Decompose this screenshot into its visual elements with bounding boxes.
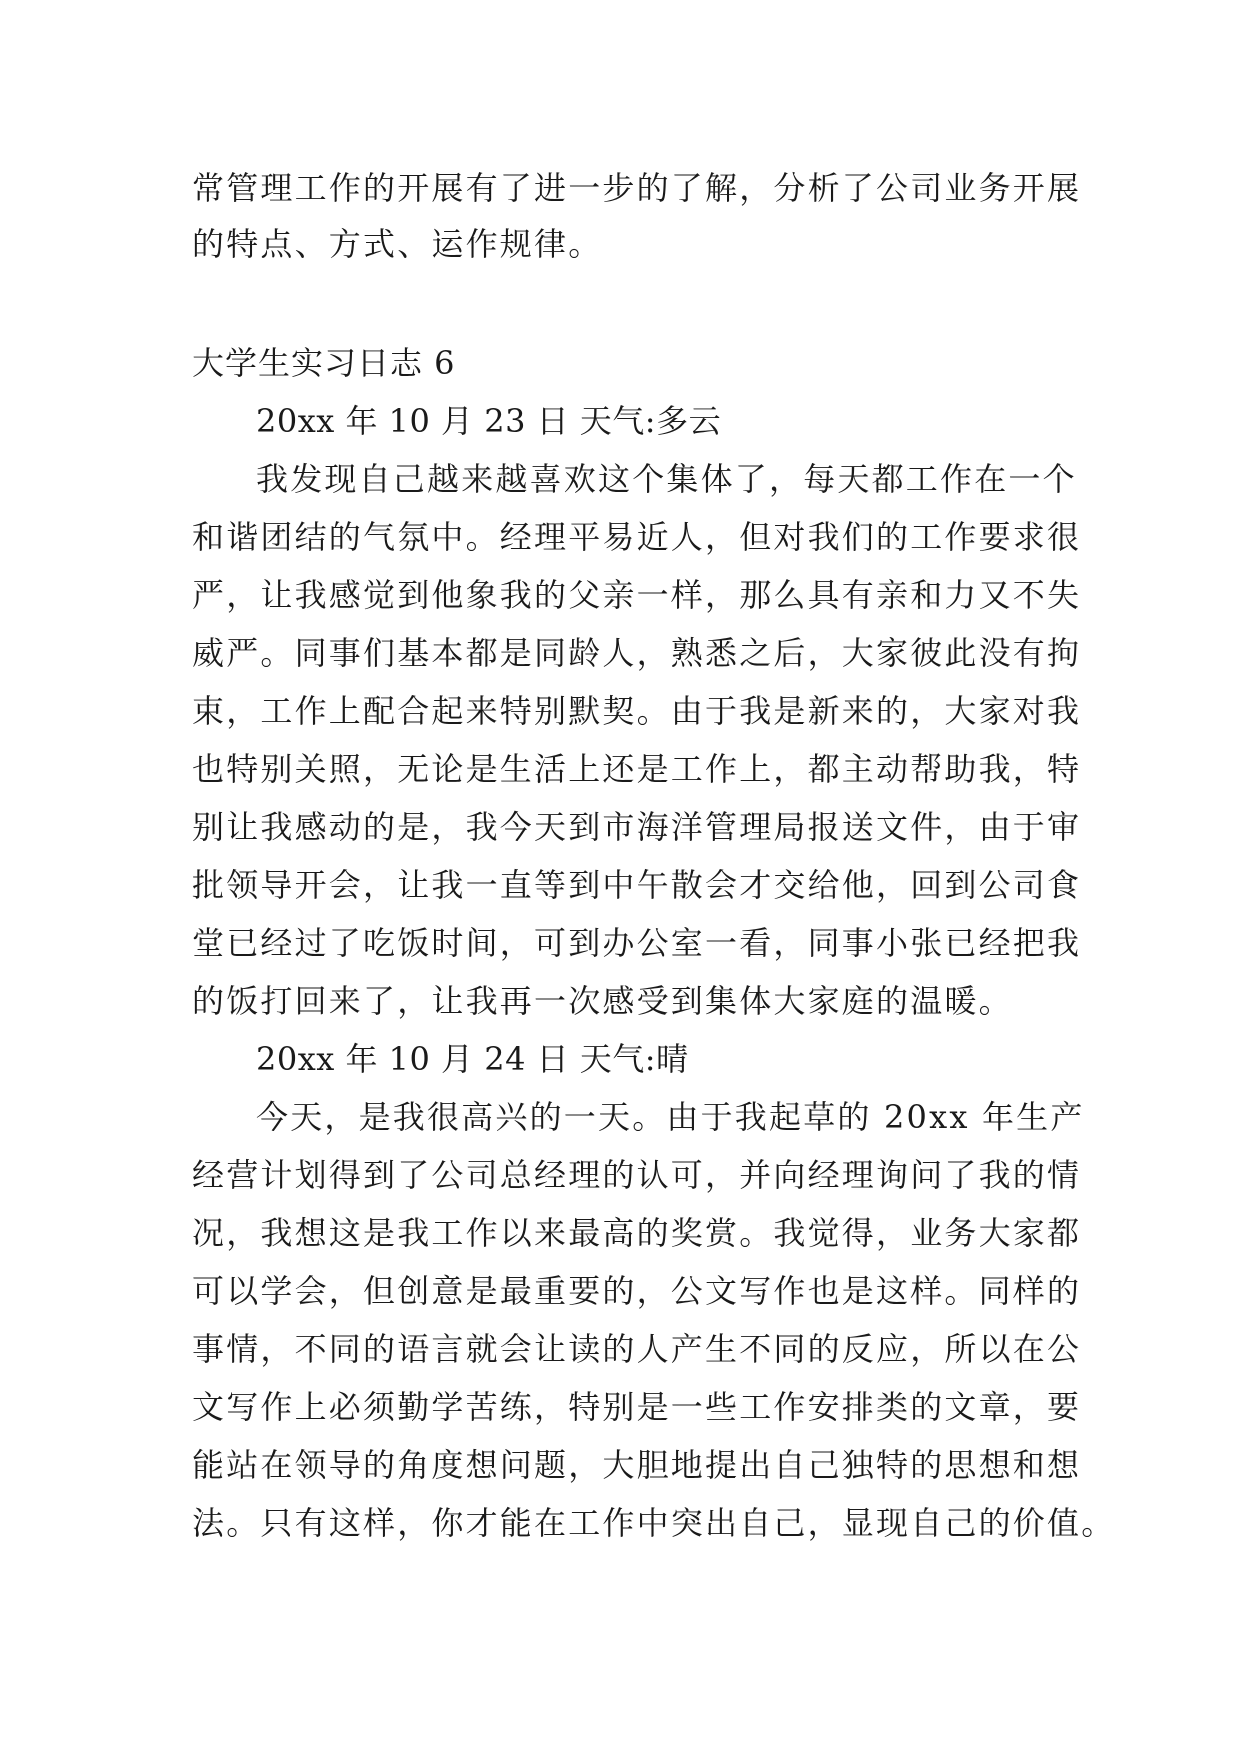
text-line: 批领导开会，让我一直等到中午散会才交给他，回到公司食 xyxy=(192,866,1082,904)
entry-date: 20xx 年 10 月 24 日 天气:晴 xyxy=(256,1040,689,1078)
text-line: 的饭打回来了，让我再一次感受到集体大家庭的温暖。 xyxy=(192,982,1013,1020)
text-line: 文写作上必须勤学苦练，特别是一些工作安排类的文章，要 xyxy=(192,1388,1082,1426)
text-line: 束，工作上配合起来特别默契。由于我是新来的，大家对我 xyxy=(192,692,1082,730)
text-line: 今天，是我很高兴的一天。由于我起草的 20xx 年生产 xyxy=(256,1098,1085,1136)
text-line: 经营计划得到了公司总经理的认可，并向经理询问了我的情 xyxy=(192,1156,1082,1194)
text-line: 的特点、方式、运作规律。 xyxy=(192,225,603,263)
text-line: 别让我感动的是，我今天到市海洋管理局报送文件，由于审 xyxy=(192,808,1082,846)
text-line: 况，我想这是我工作以来最高的奖赏。我觉得，业务大家都 xyxy=(192,1214,1082,1252)
text-line: 严，让我感觉到他象我的父亲一样，那么具有亲和力又不失 xyxy=(192,576,1082,614)
text-line: 法。只有这样，你才能在工作中突出自己，显现自己的价值。 xyxy=(192,1504,1116,1542)
section-title: 大学生实习日志 6 xyxy=(192,344,456,382)
text-line: 威严。同事们基本都是同龄人，熟悉之后，大家彼此没有拘 xyxy=(192,634,1082,672)
text-line: 常管理工作的开展有了进一步的了解，分析了公司业务开展 xyxy=(192,169,1082,207)
text-line: 可以学会，但创意是最重要的，公文写作也是这样。同样的 xyxy=(192,1272,1082,1310)
text-line: 能站在领导的角度想问题，大胆地提出自己独特的思想和想 xyxy=(192,1446,1082,1484)
entry-date: 20xx 年 10 月 23 日 天气:多云 xyxy=(256,402,722,440)
text-line: 和谐团结的气氛中。经理平易近人，但对我们的工作要求很 xyxy=(192,518,1082,556)
text-line: 堂已经过了吃饭时间，可到办公室一看，同事小张已经把我 xyxy=(192,924,1082,962)
text-line: 也特别关照，无论是生活上还是工作上，都主动帮助我，特 xyxy=(192,750,1082,788)
text-line: 事情，不同的语言就会让读的人产生不同的反应，所以在公 xyxy=(192,1330,1082,1368)
text-line: 我发现自己越来越喜欢这个集体了，每天都工作在一个 xyxy=(256,460,1077,498)
